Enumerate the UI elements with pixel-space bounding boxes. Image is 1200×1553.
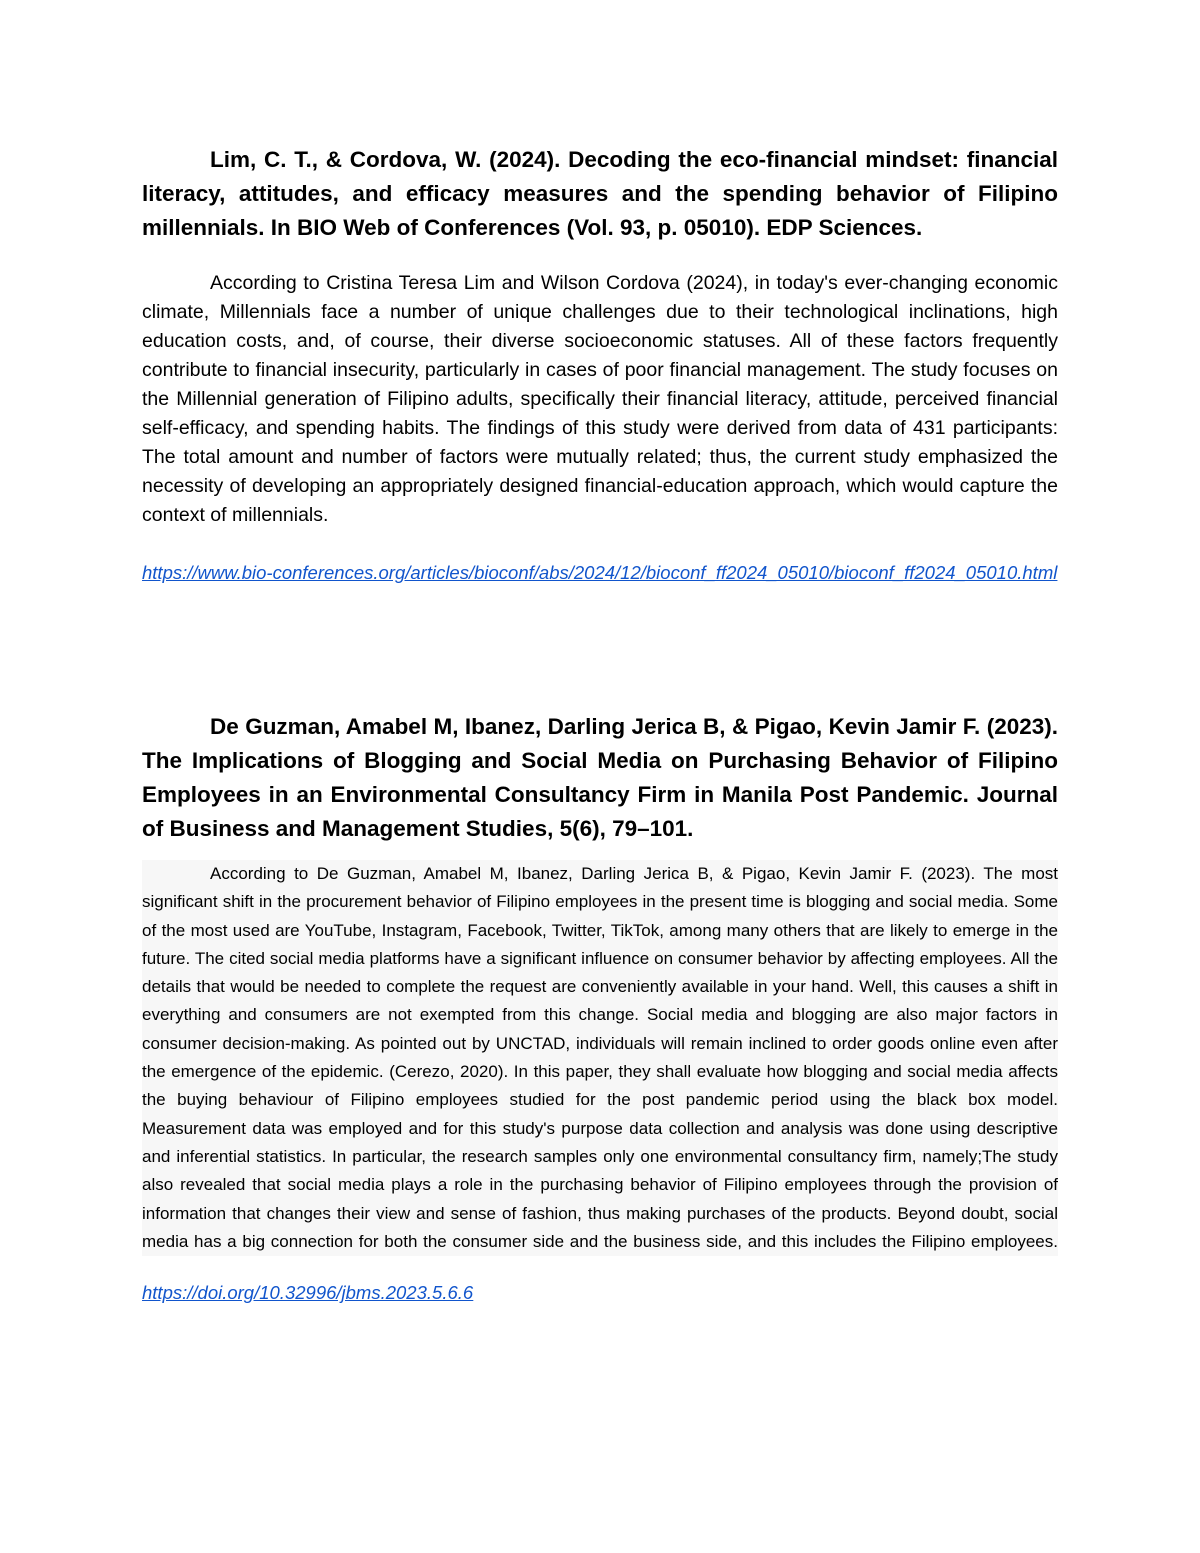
reference-link[interactable]: https://www.bio-conferences.org/articles/bioconf/abs/2024/12/bioconf_ff2024_05010/bioconf_ff2024_05010.html: [142, 562, 1058, 583]
reference-link-block: [142, 558, 1058, 587]
reference-link[interactable]: https://doi.org/10.32996/jbms.2023.5.6.6: [142, 1282, 474, 1304]
reference-entry: [142, 710, 1058, 1307]
summary-paragraph: According to Cristina Teresa Lim and Wilson Cordova (2024), in today's ever-changing economic climate, Millennials face a number of unique challenges due to their technological inclinations, high education costs, and, of course, their diverse socioeconomic statuses. All of these factors frequently contribute to financial insecurity, particularly in cases of poor financial management. The study focuses on the Millennial generation of Filipino adults, specifically their financial literacy, attitude, perceived financial self-efficacy, and spending habits. The findings of this study were derived from data of 431 participants: The total amount and number of factors were mutually related; thus, the current study emphasized the necessity of developing an appropriately designed financial-education approach, which would capture the context of millennials.: [142, 272, 1058, 526]
reference-link-block: [142, 1278, 1058, 1307]
summary-paragraph: According to De Guzman, Amabel M, Ibanez, Darling Jerica B, & Pigao, Kevin Jamir F. (2023). The most significant shift in the procurement behavior of Filipino employees in the present time is blogging and social media. Some of the most used are YouTube, Instagram, Facebook, Twitter, TikTok, among many others that are likely to emerge in the future. The cited social media platforms have a significant influence on consumer behavior by affecting employees. All the details that would be needed to complete the request are conveniently available in your hand. Well, this causes a shift in everything and consumers are not exempted from this change. Social media and blogging are also major factors in consumer decision-making. As pointed out by UNCTAD, individuals will remain inclined to order goods online even after the emergence of the epidemic. (Cerezo, 2020). In this paper, they shall evaluate how blogging and social media affects the buying behaviour of Filipino employees studied for the post pandemic period using the black box model. Measurement data was employed and for this study's purpose data collection and analysis was done using descriptive and inferential statistics. In particular, the research samples only one environmental consultancy firm, namely;The study also revealed that social media plays a role in the purchasing behavior of Filipino employees through the provision of information that changes their view and sense of fashion, thus making purchases of the products. Beyond doubt, social media has a big connection for both the consumer side and the business side, and this includes the Filipino employees.: [142, 860, 1058, 1256]
reference-entry: [142, 143, 1058, 587]
citation-heading: De Guzman, Amabel M, Ibanez, Darling Jerica B, & Pigao, Kevin Jamir F. (2023). The Implications of Blogging and Social Media on Purchasing Behavior of Filipino Employees in an Environmental Consultancy Firm in Manila Post Pandemic. Journal of Business and Management Studies, 5(6), 79–101.: [142, 714, 1058, 841]
citation-heading: Lim, C. T., & Cordova, W. (2024). Decoding the eco-financial mindset: financial literacy, attitudes, and efficacy measures and the spending behavior of Filipino millennials. In BIO Web of Conferences (Vol. 93, p. 05010). EDP Sciences.: [142, 147, 1058, 240]
